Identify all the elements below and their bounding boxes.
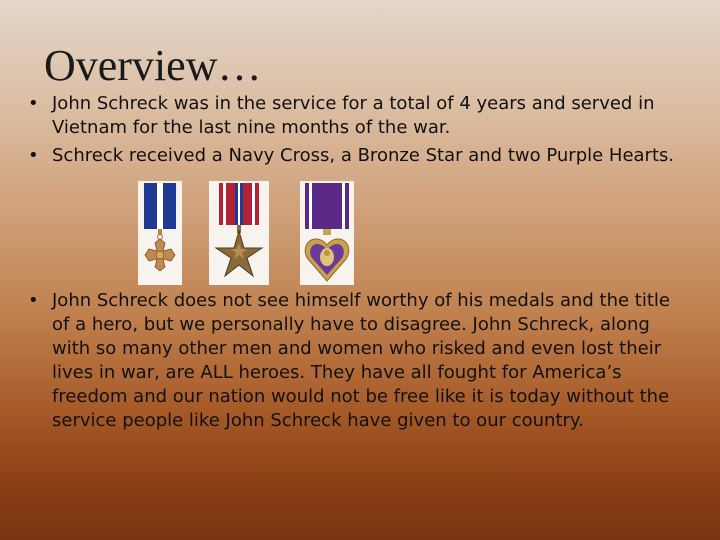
- navy-cross-medal-icon: [138, 181, 182, 285]
- slide-title: Overview…: [44, 41, 262, 90]
- bullet-list-bottom: [28, 289, 688, 437]
- bullet-service-duration: • John Schreck was in the service for a total of 4 years and served in Vietnam for the last nine months of the war.: [28, 92, 688, 140]
- bronze-star-medal-icon: [209, 181, 269, 285]
- bullet-medals-received: • Schreck received a Navy Cross, a Bronze Star and two Purple Hearts.: [28, 144, 688, 168]
- bullet-list-top: [28, 92, 688, 172]
- bullet-hero-statement: • John Schreck does not see himself worthy of his medals and the title of a hero, but we personally have to disagree. John Schreck, along with so many other men and women who risked and even lost their lives in war, are ALL heroes. They have all fought for America’s freedom and our nation would not be free like it is today without the service people like John Schreck have given to our country.: [28, 289, 688, 433]
- purple-heart-medal-icon: [300, 181, 354, 285]
